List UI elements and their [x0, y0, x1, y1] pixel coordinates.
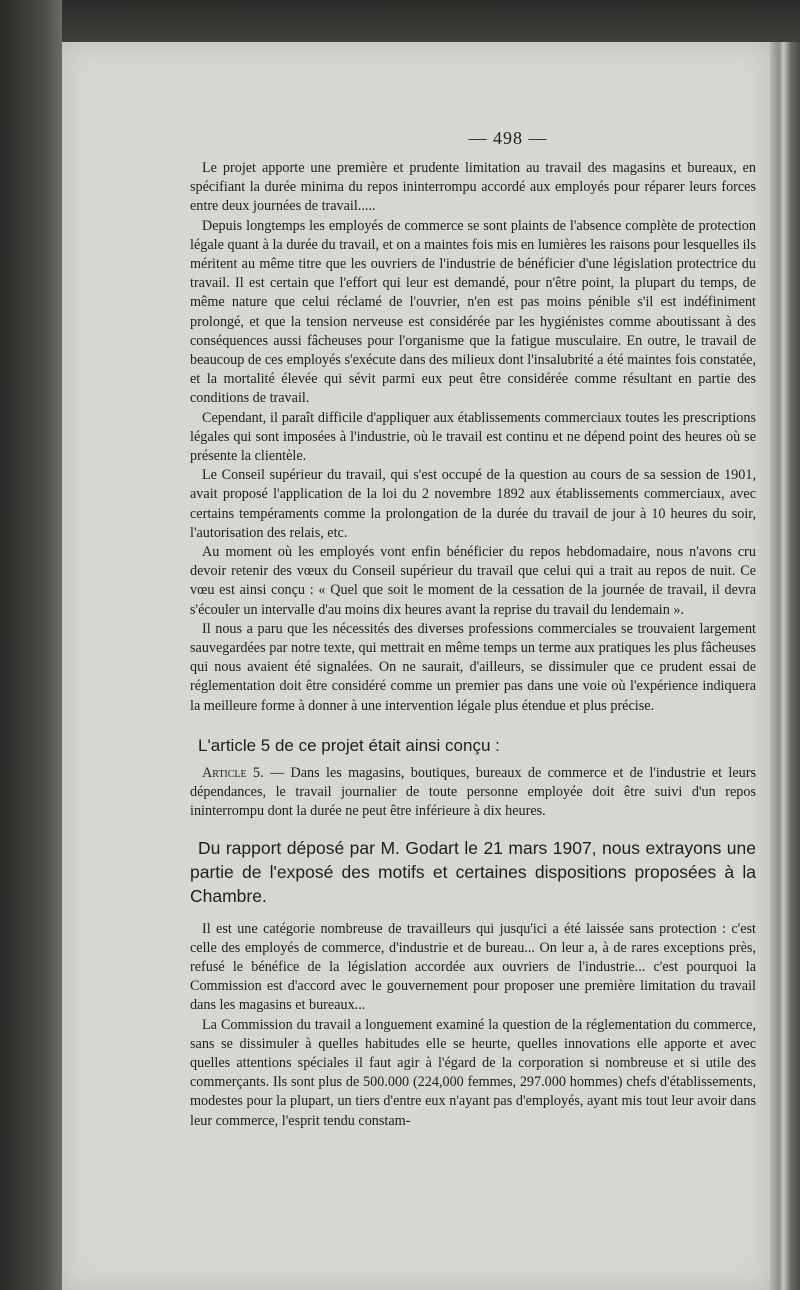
rapport-paragraph: La Commission du travail a longuement examiné la question de la réglementation du commerce, sans se dissimuler à quelles habitudes elle se heurte, quelles innovations elle apporte et avec quelles attentions spéciales il faut agir à l'égard de la corporation si nombreuse et si utile des commerçants. Ils sont plus de 500.000 (224,000 femmes, 297.000 hommes) chefs d'établissements, modestes pour la plupart, un tiers d'entre eux n'ayant pas d'employés, ayant mis tout leur avoir dans leur commerce, l'esprit tendu constam-	[190, 1016, 756, 1129]
paragraph: Le Conseil supérieur du travail, qui s'est occupé de la question au cours de sa session de 1901, avait proposé l'application de la loi du 2 novembre 1892 aux établissements commerciaux, avec certains tempéraments comme la prolongation de la durée du travail de jour à 10 heures du soir, l'autorisation des relais, etc.	[190, 467, 756, 541]
rapport-heading: Du rapport déposé par M. Godart le 21 mars 1907, nous extrayons une partie de l'exposé des motifs et certaines dispositions proposées à la Chambre.	[190, 837, 756, 906]
article-text: — Dans les magasins, boutiques, bureaux de commerce et de l'industrie et leurs dépendances, le travail journalier de toute personne employée doit être suivi d'un repos ininterrompu dont la durée ne peut être inférieure à dix heures.	[190, 764, 756, 820]
scan-left-edge	[0, 0, 62, 1290]
page-content	[190, 128, 756, 1131]
paragraph: Depuis longtemps les employés de commerce se sont plaints de l'absence complète de protection légale quant à la durée du travail, et on a maintes fois mis en lumières les raisons pour lesquelles ils méritent au même titre que les ouvriers de l'industrie de bénéficier d'une législation protectrice du travail. Il est certain que l'effort qui leur est demandé, pour n'être point, la plupart du temps, de même nature que celui réclamé de l'ouvrier, n'en est pas moins pénible s'il est indéfiniment prolongé, et que la tension nerveuse est considérée par les hygiénistes comme aboutissant à des conséquences aussi fâcheuses pour l'organisme que la fatigue musculaire. En outre, le travail de beaucoup de ces employés s'exécute dans des milieux dont l'insalubrité a été maintes fois constatée, et la mortalité élevée qui sévit parmi eux peut être considérée comme résultant en partie des conditions de travail.	[190, 217, 756, 407]
page-number: — 498 —	[468, 128, 548, 148]
paragraph: Le projet apporte une première et prudente limitation au travail des magasins et bureaux, en spécifiant la durée minima du repos ininterrompu accordé aux employés pour réparer leurs forces entre deux journées de travail.....	[190, 160, 756, 215]
paragraph: Au moment où les employés vont enfin bénéficier du repos hebdomadaire, nous n'avons cru devoir retenir des vœux du Conseil supérieur du travail que celui qui a trait au repos de nuit. Ce vœu est ainsi conçu : « Quel que soit le moment de la cessation de la journée de travail, il devra s'écouler un intervalle d'au moins dix heures avant la reprise du travail du lendemain ».	[190, 544, 756, 618]
article-heading: L'article 5 de ce projet était ainsi conçu :	[198, 735, 500, 755]
book-spine	[770, 42, 800, 1290]
rapport-paragraph: Il est une catégorie nombreuse de travailleurs qui jusqu'ici a été laissée sans protection : c'est celle des employés de commerce, d'industrie et de bureau... On leur a, à de rares exceptions près, refusé le bénéfice de la législation accordée aux ouvriers de l'industrie... c'est pourquoi la Commission est d'accord avec le gouvernement pour proposer une première limitation du travail dans les magasins et bureaux...	[190, 920, 756, 1014]
paragraph: Cependant, il paraît difficile d'appliquer aux établissements commerciaux toutes les prescriptions légales qui sont imposées à l'industrie, où le travail est continu et ne dépend point des heures où se présente la clientèle.	[190, 409, 756, 465]
paragraph: Il nous a paru que les nécessités des diverses professions commerciales se trouvaient largement sauvegardées par notre texte, qui mettrait en même temps un terme aux pratiques les plus fâcheuses qui nous avaient été signalées. On ne saurait, d'ailleurs, se dissimuler que ce prudent essai de réglementation doit être considéré comme un premier pas dans une voie où l'expérience indiquera la meilleure forme à donner à une intervention légale plus étendue et plus précise.	[190, 620, 756, 714]
scan-top-edge	[0, 0, 800, 42]
article-paragraph	[190, 764, 756, 822]
article-label: Article 5.	[202, 764, 264, 781]
